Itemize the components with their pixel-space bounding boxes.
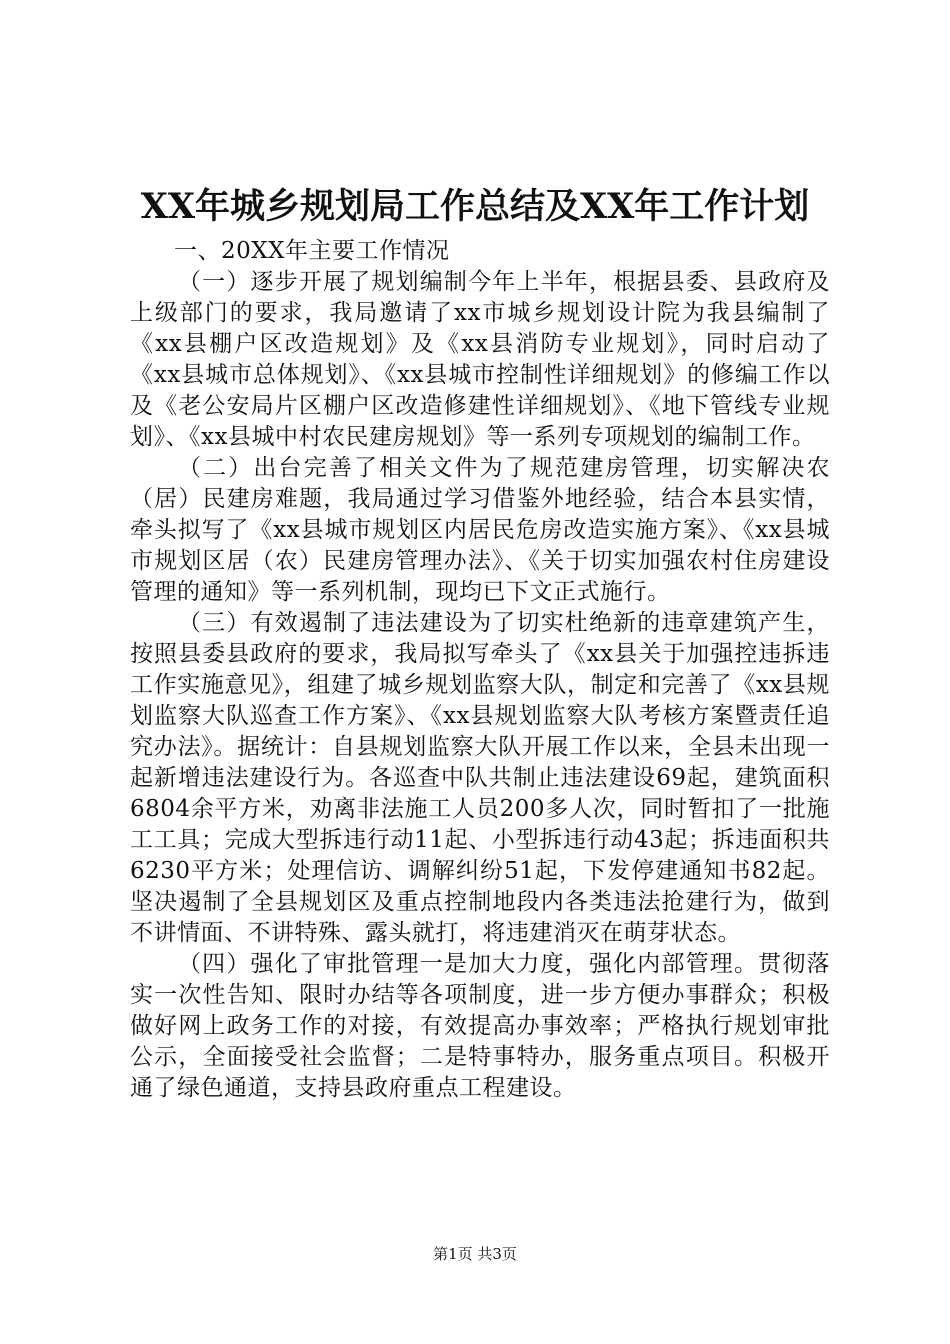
- paragraph-illegal-construction: （三）有效遏制了违法建设为了切实杜绝新的违章建筑产生，按照县委县政府的要求，我局拟写牵头了《xx县关于加强控违拆违工作实施意见》，组建了城乡规划监察大队，制定和完善了《xx县规划监察大队巡查工作方案》、《xx县规划监察大队考核方案暨责任追究办法》。据统计：自县规划监察大队开展工作以来，全县未出现一起新增违法建设行为。各巡查中队共制止违法建设69起，建筑面积6804余平方米，劝离非法施工人员200多人次，同时暂扣了一批施工工具；完成大型拆违行动11起、小型拆违行动43起；拆违面积共6230平方米；处理信访、调解纠纷51起，下发停建通知书82起。坚决遏制了全县规划区及重点控制地段内各类违法抢建行为，做到不讲情面、不讲特殊、露头就打，将违建消灭在萌芽状态。: [130, 610, 830, 946]
- page-footer: 第1页 共3页: [433, 1245, 517, 1263]
- document-body: [130, 236, 830, 1104]
- document-title: XX年城乡规划局工作总结及XX年工作计划: [140, 186, 810, 227]
- paragraph-documents: （二）出台完善了相关文件为了规范建房管理，切实解决农（居）民建房难题，我局通过学习借鉴外地经验，结合本县实情，牵头拟写了《xx县城市规划区内居民危房改造实施方案》、《xx县城市规划区居（农）民建房管理办法》、《关于切实加强农村住房建设管理的通知》等一系列机制，现均已下文正式施行。: [130, 455, 830, 605]
- section-heading: 一、20XX年主要工作情况: [174, 238, 450, 264]
- paragraph-planning: （一）逐步开展了规划编制今年上半年，根据县委、县政府及上级部门的要求，我局邀请了xx市城乡规划设计院为我县编制了《xx县棚户区改造规划》及《xx县消防专业规划》，同时启动了《xx县城市总体规划》、《xx县城市控制性详细规划》的修编工作以及《老公安局片区棚户区改造修建性详细规划》、《地下管线专业规划》、《xx县城中村农民建房规划》等一系列专项规划的编制工作。: [130, 269, 830, 450]
- paragraph-approval-management: （四）强化了审批管理一是加大力度，强化内部管理。贯彻落实一次性告知、限时办结等各项制度，进一步方便办事群众；积极做好网上政务工作的对接，有效提高办事效率；严格执行规划审批公示，全面接受社会监督；二是特事特办，服务重点项目。积极开通了绿色通道，支持县政府重点工程建设。: [130, 951, 830, 1101]
